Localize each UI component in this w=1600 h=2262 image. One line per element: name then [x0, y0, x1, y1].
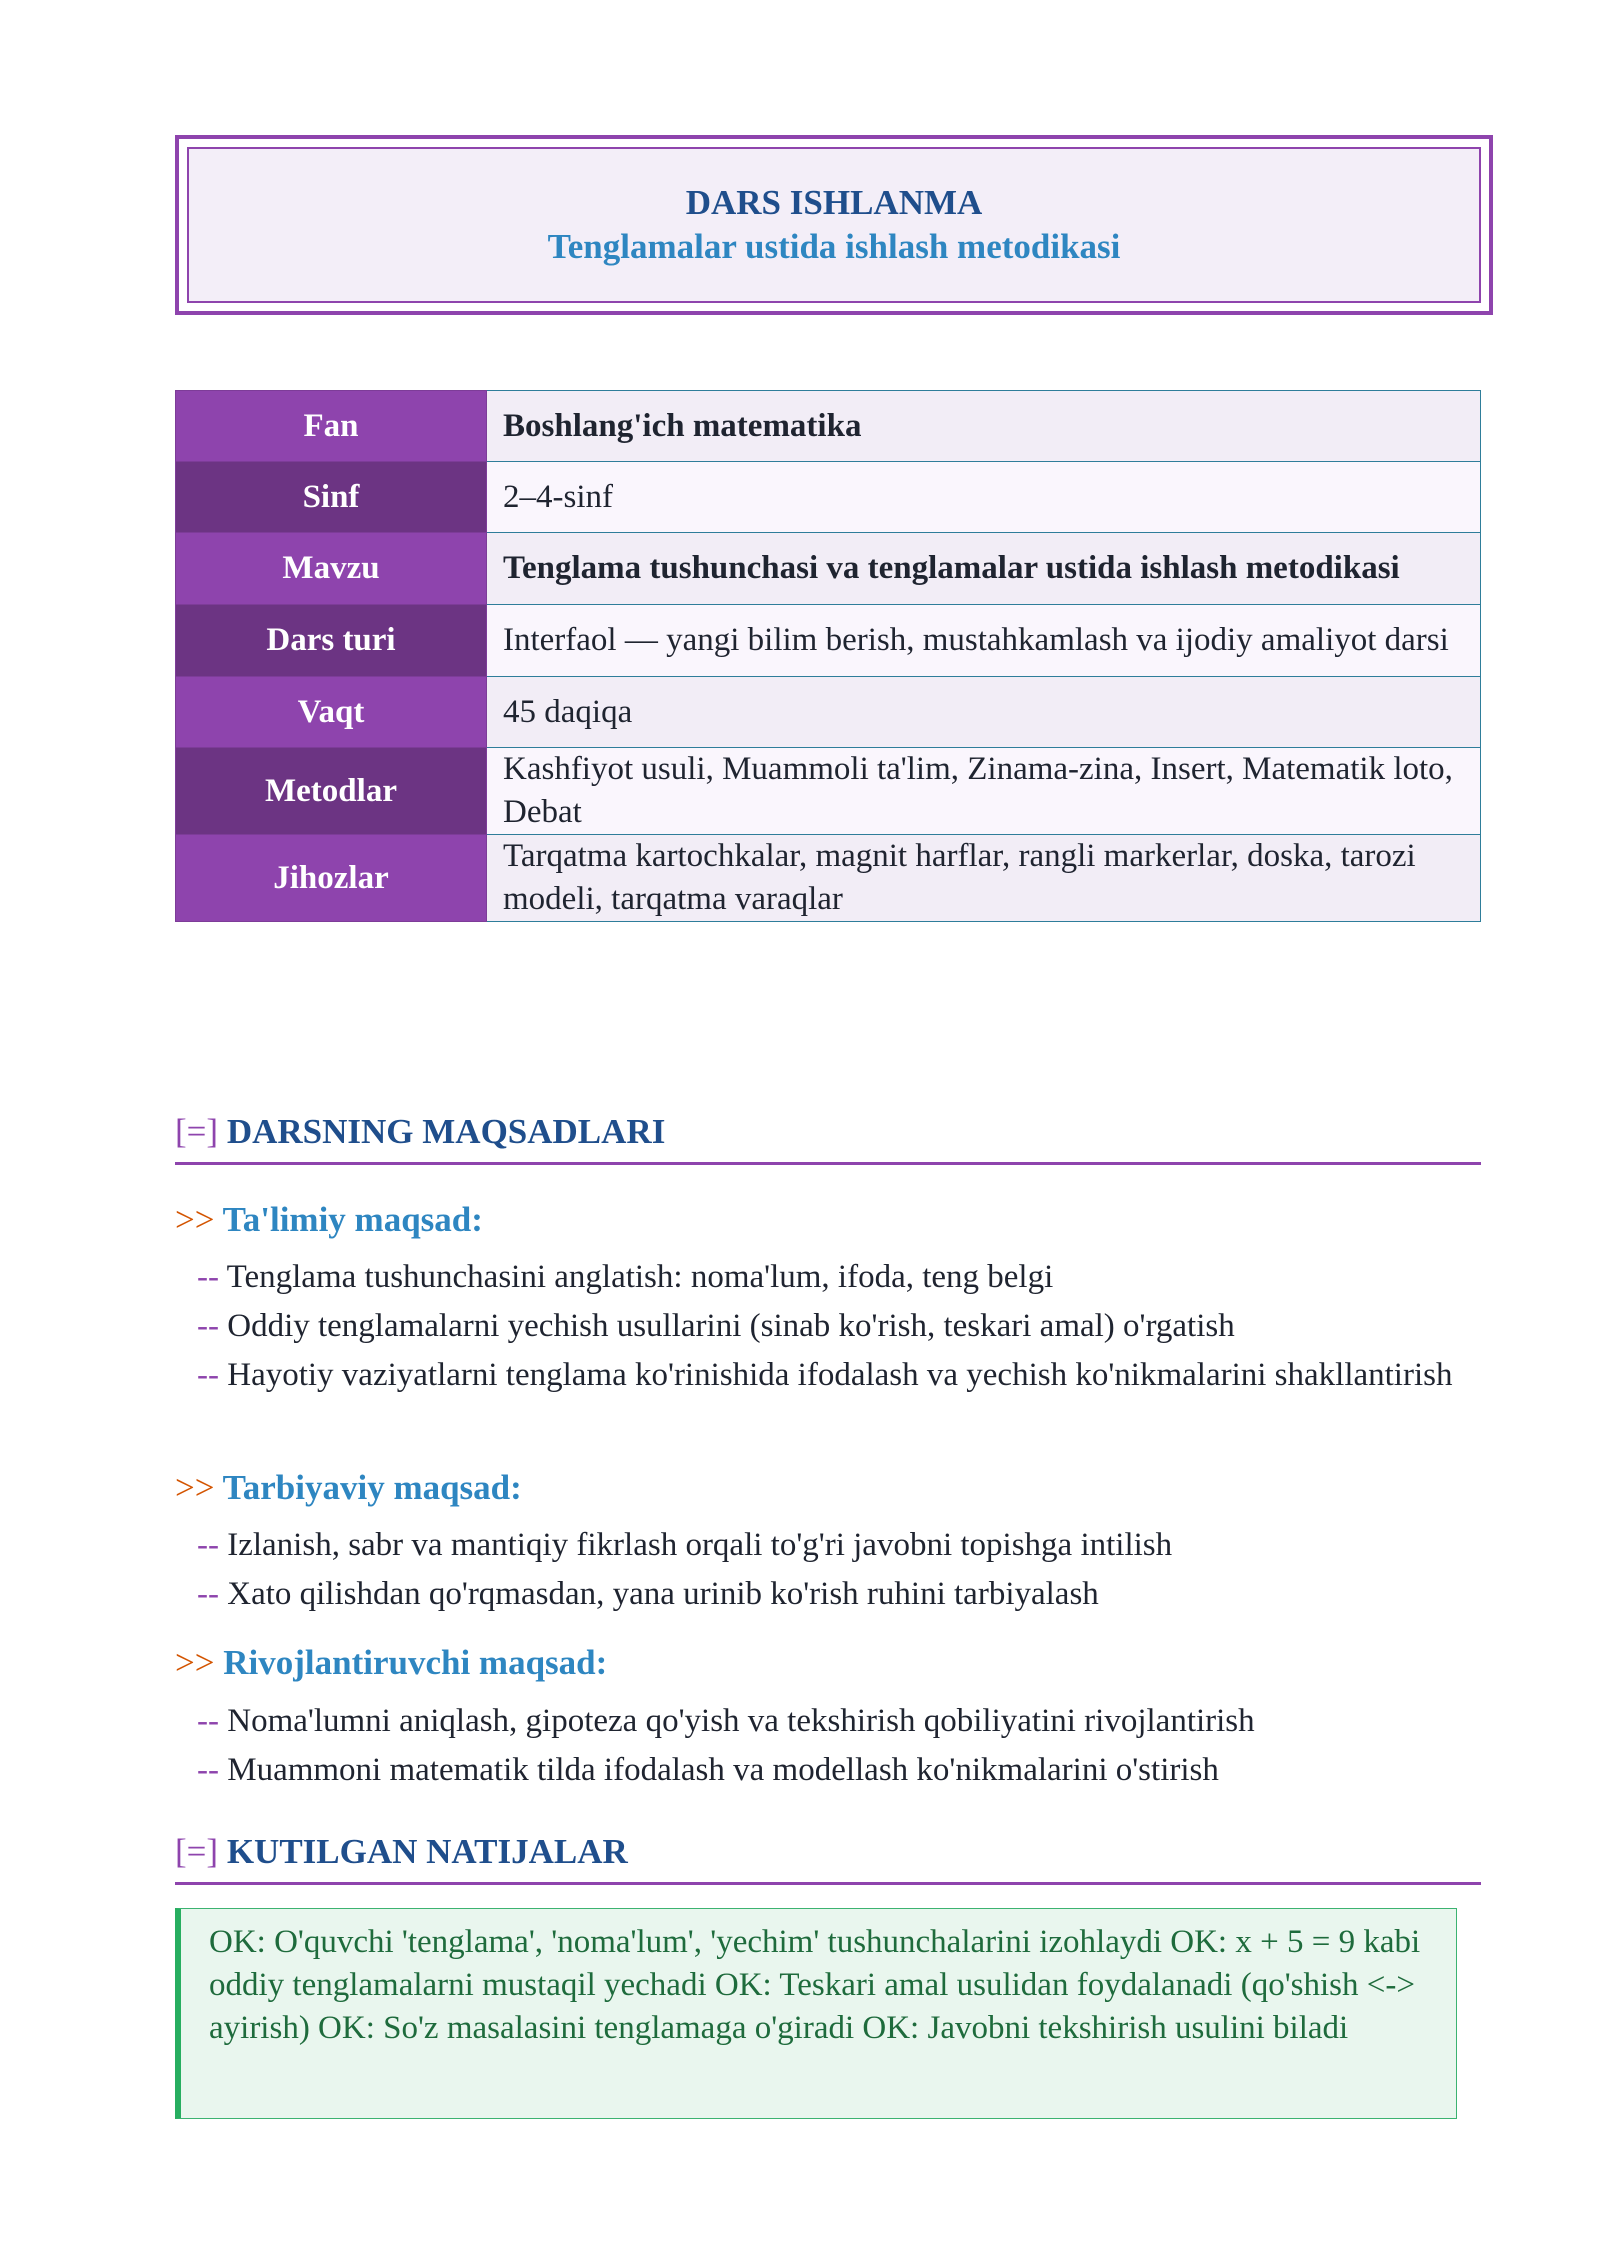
list-item-text: Tenglama tushunchasini anglatish: noma'lum, ifoda, teng belgi — [226, 1259, 1054, 1295]
list-item — [197, 1749, 1477, 1792]
goal-title: Rivojlantiruvchi maqsad: — [223, 1643, 608, 1682]
dash-marker: -- — [197, 1703, 219, 1739]
lesson-info-table — [175, 390, 1481, 922]
arrow-marker: >> — [175, 1200, 215, 1239]
row-value-sinf: 2–4-sinf — [487, 462, 1481, 533]
list-item — [197, 1354, 1477, 1397]
list-item-text: Muammoni matematik tilda ifodalash va modellash ko'nikmalarini o'stirish — [227, 1752, 1219, 1788]
goal-heading-rivojlantiruvchi — [175, 1641, 607, 1685]
goal-list-tarbiyaviy — [197, 1524, 1477, 1622]
list-item — [197, 1573, 1477, 1616]
row-value-jihozlar: Tarqatma kartochkalar, magnit harflar, rangli markerlar, doska, tarozi modeli, tarqatma varaqlar — [487, 835, 1481, 922]
table-row — [176, 391, 1481, 462]
table-row — [176, 533, 1481, 605]
arrow-marker: >> — [175, 1468, 215, 1507]
page-subtitle: Tenglamalar ustida ishlash metodikasi — [547, 227, 1121, 266]
list-item — [197, 1256, 1477, 1299]
table-row — [176, 605, 1481, 677]
list-item-text: Oddiy tenglamalarni yechish usullarini (sinab ko'rish, teskari amal) o'rgatish — [227, 1308, 1235, 1344]
section-heading-goals — [175, 1112, 1481, 1165]
goal-heading-talimiy — [175, 1198, 483, 1242]
section-title: DARSNING MAQSADLARI — [226, 1112, 666, 1151]
list-item-text: Noma'lumni aniqlash, gipoteza qo'yish va tekshirish qobiliyatini rivojlantirish — [227, 1703, 1255, 1739]
title-inner-frame — [187, 147, 1481, 303]
list-item-text: Izlanish, sabr va mantiqiy fikrlash orqali to'g'ri javobni topishga intilish — [227, 1527, 1173, 1563]
goal-title: Ta'limiy maqsad: — [222, 1200, 483, 1239]
goal-list-rivojlantiruvchi — [197, 1700, 1477, 1798]
list-item — [197, 1700, 1477, 1743]
dash-marker: -- — [197, 1259, 219, 1295]
dash-marker: -- — [197, 1576, 219, 1612]
row-label-fan: Fan — [176, 391, 487, 462]
section-heading-outcomes — [175, 1832, 1481, 1885]
table-row — [176, 748, 1481, 835]
row-value-dars-turi: Interfaol — yangi bilim berish, mustahkamlash va ijodiy amaliyot darsi — [487, 605, 1481, 677]
list-item-text: Xato qilishdan qo'rqmasdan, yana urinib ko'rish ruhini tarbiyalash — [227, 1576, 1099, 1612]
page-title: DARS ISHLANMA — [685, 183, 983, 222]
table-row — [176, 677, 1481, 748]
section-mark: [=] — [175, 1112, 219, 1151]
table-row — [176, 462, 1481, 533]
dash-marker: -- — [197, 1357, 219, 1393]
goal-title: Tarbiyaviy maqsad: — [222, 1468, 522, 1507]
row-label-vaqt: Vaqt — [176, 677, 487, 748]
row-value-mavzu: Tenglama tushunchasi va tenglamalar ustida ishlash metodikasi — [487, 533, 1481, 605]
row-label-mavzu: Mavzu — [176, 533, 487, 605]
row-label-jihozlar: Jihozlar — [176, 835, 487, 922]
row-label-sinf: Sinf — [176, 462, 487, 533]
row-value-fan: Boshlang'ich matematika — [487, 391, 1481, 462]
goal-heading-tarbiyaviy — [175, 1466, 522, 1510]
title-frame — [175, 135, 1493, 315]
expected-outcomes-box: OK: O'quvchi 'tenglama', 'noma'lum', 'yechim' tushunchalarini izohlaydi OK: x + 5 = 9 kabi oddiy tenglamalarni mustaqil yechadi OK: Teskari amal usulidan foydalanadi (qo'shish <-> ayirish) OK: So'z masalasini tenglamaga o'giradi OK: Javobni tekshirish usulini biladi — [175, 1908, 1457, 2119]
row-label-metodlar: Metodlar — [176, 748, 487, 835]
dash-marker: -- — [197, 1308, 219, 1344]
dash-marker: -- — [197, 1752, 219, 1788]
row-value-metodlar: Kashfiyot usuli, Muammoli ta'lim, Zinama-zina, Insert, Matematik loto, Debat — [487, 748, 1481, 835]
row-label-dars-turi: Dars turi — [176, 605, 487, 677]
dash-marker: -- — [197, 1527, 219, 1563]
section-mark: [=] — [175, 1832, 219, 1871]
arrow-marker: >> — [175, 1643, 215, 1682]
row-value-vaqt: 45 daqiqa — [487, 677, 1481, 748]
list-item-text: Hayotiy vaziyatlarni tenglama ko'rinishida ifodalash va yechish ko'nikmalarini shakllantirish — [227, 1357, 1453, 1393]
list-item — [197, 1524, 1477, 1567]
table-row — [176, 835, 1481, 922]
section-title: KUTILGAN NATIJALAR — [226, 1832, 628, 1871]
goal-list-talimiy — [197, 1256, 1477, 1403]
list-item — [197, 1305, 1477, 1348]
